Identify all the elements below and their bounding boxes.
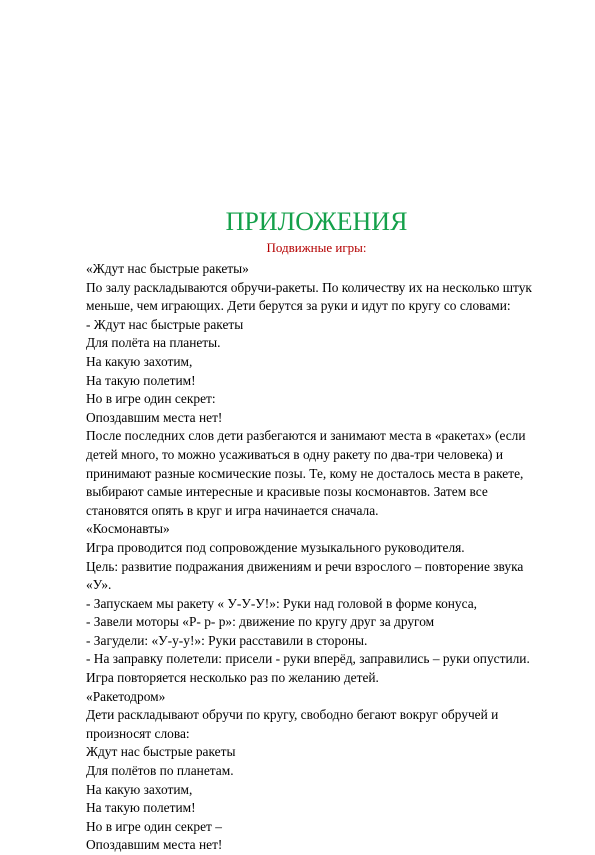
text-line: Дети раскладывают обручи по кругу, свободно бегают вокруг обручей и [86,707,499,723]
text-line: По залу раскладываются обручи-ракеты. По количеству их на несколько штук [86,279,532,295]
text-line: Игра повторяется несколько раз по желанию детей. [86,670,379,686]
text-line: Но в игре один секрет – [86,818,222,834]
text-line: На такую полетим! [86,800,196,816]
page-title: ПРИЛОЖЕНИЯ [225,207,408,236]
text-line: На какую захотим, [86,353,193,369]
text-line: Цель: развитие подражания движениям и речи взрослого – повторение звука [86,558,524,574]
text-line: произносят слова: [86,725,190,741]
text-line: На такую полетим! [86,372,196,388]
text-line: «Космонавты» [86,521,170,537]
text-line: Опоздавшим места нет! [86,837,223,853]
text-line: - Загудели: «У-у-у!»: Руки расставили в стороны. [86,632,368,648]
text-line: Ждут нас быстрые ракеты [86,744,236,760]
body-text [86,260,556,855]
text-line: После последних слов дети разбегаются и занимают места в «ракетах» (если [86,428,526,444]
text-line: детей много, то можно усаживаться в одну ракету по два-три человека) и [86,446,504,462]
text-line: «Ракетодром» [86,688,166,704]
text-line: - Запускаем мы ракету « У-У-У!»: Руки над головой в форме конуса, [86,595,478,611]
text-line: Игра проводится под сопровождение музыкального руководителя. [86,539,465,555]
text-line: выбирают самые интересные и красивые позы космонавтов. Затем все [86,484,488,500]
text-line: - На заправку полетели: присели - руки вперёд, заправились – руки опустили. [86,651,530,667]
text-line: «У». [86,577,112,593]
section-subtitle: Подвижные игры: [266,240,367,255]
text-line: меньше, чем играющих. Дети берутся за руки и идут по кругу со словами: [86,298,511,314]
text-line: принимают разные космические позы. Те, кому не досталось места в ракете, [86,465,524,481]
text-line: Но в игре один секрет: [86,391,216,407]
text-line: становятся опять в круг и игра начинается сначала. [86,502,379,518]
text-line: - Ждут нас быстрые ракеты [86,316,244,332]
text-line: «Ждут нас быстрые ракеты» [86,261,249,276]
text-line: - Завели моторы «Р- р- р»: движение по кругу друг за другом [86,614,435,630]
text-line: На какую захотим, [86,781,193,797]
text-line: Для полётов по планетам. [86,763,234,779]
text-line: Опоздавшим места нет! [86,409,223,425]
text-line: Для полёта на планеты. [86,335,221,351]
